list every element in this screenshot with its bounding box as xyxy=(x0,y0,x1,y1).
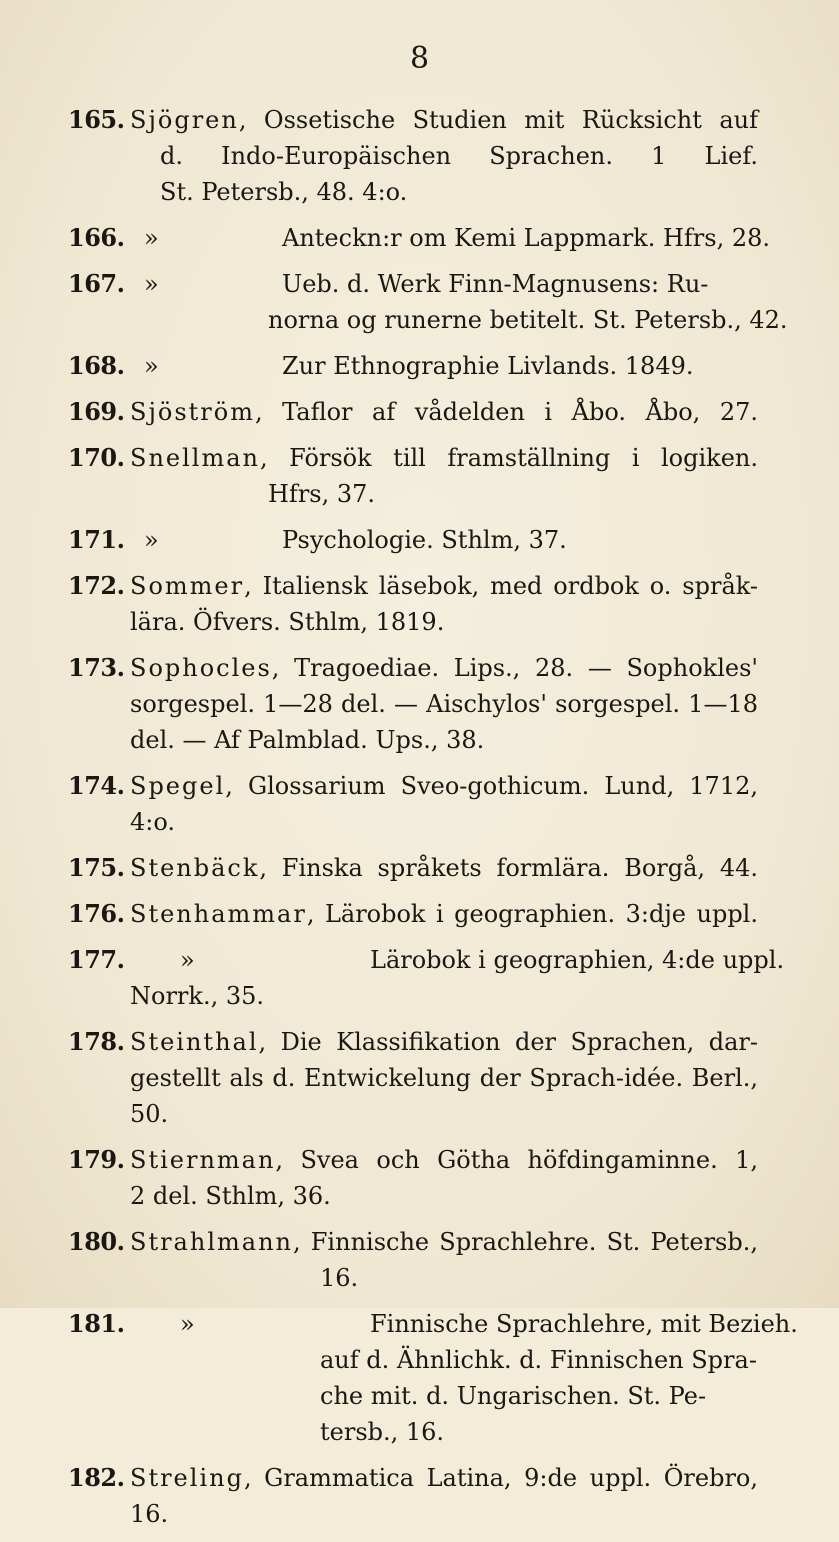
entry-line: Sommer, Italiensk läsebok, med ordbok o. språk- xyxy=(130,572,758,600)
bibliography-entry xyxy=(68,440,758,512)
bibliography-entry xyxy=(68,850,758,886)
entry-number: 177. xyxy=(68,945,125,974)
entry-line: Lärobok i geographien, 4:de uppl. xyxy=(370,946,785,974)
entry-line: lära. Öfvers. Sthlm, 1819. xyxy=(130,608,445,636)
entry-line: Stiernman, Svea och Götha höfdingaminne. 1, xyxy=(130,1146,758,1174)
entry-line: norna og runerne betitelt. St. Petersb., 42. xyxy=(268,306,788,334)
ditto-mark: » xyxy=(144,526,159,554)
entry-line: gestellt als d. Entwickelung der Sprach-idée. Berl., xyxy=(130,1064,758,1092)
entry-number: 176. xyxy=(68,899,125,928)
bibliography-entry xyxy=(68,102,758,210)
ditto-mark: » xyxy=(180,1310,195,1338)
entry-number: 168. xyxy=(68,351,125,380)
bibliography-entry xyxy=(68,568,758,640)
author-name: Strahlmann xyxy=(130,1228,293,1256)
bibliography-entry xyxy=(68,1460,758,1532)
author-name: Steinthal xyxy=(130,1028,259,1056)
entry-line: auf d. Ähnlichk. d. Finnischen Spra- xyxy=(320,1346,757,1374)
bibliography-entry xyxy=(68,1306,798,1450)
entry-line: Hfrs, 37. xyxy=(268,480,376,508)
author-name: Sommer xyxy=(130,572,245,600)
entry-line: Strahlmann, Finnische Sprachlehre. St. Petersb., xyxy=(130,1228,758,1256)
entry-number: 169. xyxy=(68,397,125,426)
bibliography-entry xyxy=(68,768,758,840)
ditto-mark: » xyxy=(180,946,195,974)
entry-line: 50. xyxy=(130,1100,169,1128)
author-name: Spegel xyxy=(130,772,226,800)
entry-number: 175. xyxy=(68,853,125,882)
entry-line: Zur Ethnographie Livlands. 1849. xyxy=(282,352,694,380)
bibliography-entry xyxy=(68,1142,758,1214)
bibliography-entry xyxy=(68,348,758,384)
bibliography-entry xyxy=(68,394,758,430)
bibliography-list xyxy=(68,102,798,1542)
author-name: Snellman xyxy=(130,444,260,472)
entry-line: Finnische Sprachlehre, mit Bezieh. xyxy=(370,1310,798,1338)
bibliography-entry xyxy=(68,522,758,558)
entry-line: tersb., 16. xyxy=(320,1418,445,1446)
author-name: Stenbäck xyxy=(130,854,260,882)
entry-line: Norrk., 35. xyxy=(130,982,264,1010)
author-name: Streling xyxy=(130,1464,244,1492)
bibliography-entry xyxy=(68,896,758,932)
entry-number: 165. xyxy=(68,105,125,134)
bibliography-entry xyxy=(68,1024,758,1132)
author-name: Sjöström xyxy=(130,398,255,426)
author-name: Stenhammar xyxy=(130,900,307,928)
bibliography-entry xyxy=(68,220,770,256)
entry-number: 181. xyxy=(68,1309,125,1338)
entry-line: 16. xyxy=(320,1264,359,1292)
entry-number: 170. xyxy=(68,443,125,472)
entry-number: 174. xyxy=(68,771,125,800)
entry-number: 179. xyxy=(68,1145,125,1174)
entry-line: Stenhammar, Lärobok i geographien. 3:dje uppl. xyxy=(130,900,758,928)
entry-line: Anteckn:r om Kemi Lappmark. Hfrs, 28. xyxy=(282,224,770,252)
entry-number: 182. xyxy=(68,1463,125,1492)
entry-line: Sjöström, Taflor af vådelden i Åbo. Åbo, 27. xyxy=(130,398,758,426)
entry-line: sorgespel. 1—28 del. — Aischylos' sorgespel. 1—18 xyxy=(130,690,758,718)
entry-line: Snellman, Försök till framställning i logiken. xyxy=(130,444,758,472)
entry-number: 180. xyxy=(68,1227,125,1256)
ditto-mark: » xyxy=(144,352,159,380)
page-number: 8 xyxy=(409,41,430,76)
entry-line: Sjögren, Ossetische Studien mit Rücksicht auf xyxy=(130,106,758,134)
entry-number: 173. xyxy=(68,653,125,682)
entry-number: 171. xyxy=(68,525,125,554)
entry-line: Sophocles, Tragoediae. Lips., 28. — Sophokles' xyxy=(130,654,758,682)
entry-line: Stenbäck, Finska språkets formlära. Borgå, 44. xyxy=(130,854,758,882)
entry-number: 167. xyxy=(68,269,125,298)
entry-line: St. Petersb., 48. 4:o. xyxy=(160,178,408,206)
author-name: Sjögren xyxy=(130,106,239,134)
entry-number: 178. xyxy=(68,1027,125,1056)
bibliography-entry xyxy=(68,266,788,338)
entry-line: Steinthal, Die Klassifikation der Sprachen, dar- xyxy=(130,1028,758,1056)
ditto-mark: » xyxy=(144,224,159,252)
entry-line: che mit. d. Ungarischen. St. Pe- xyxy=(320,1382,707,1410)
author-name: Sophocles xyxy=(130,654,272,682)
bibliography-entry xyxy=(68,1224,758,1296)
entry-line: Ueb. d. Werk Finn-Magnusens: Ru- xyxy=(282,270,709,298)
bibliography-entry xyxy=(68,942,785,1014)
entry-line: Psychologie. Sthlm, 37. xyxy=(282,526,567,554)
author-name: Stiernman xyxy=(130,1146,276,1174)
ditto-mark: » xyxy=(144,270,159,298)
entry-line: Spegel, Glossarium Sveo-gothicum. Lund, 1712, 4:o. xyxy=(130,772,758,836)
entry-line: d. Indo-Europäischen Sprachen. 1 Lief. xyxy=(160,142,758,170)
entry-number: 166. xyxy=(68,223,125,252)
entry-line: del. — Af Palmblad. Ups., 38. xyxy=(130,726,485,754)
entry-line: 2 del. Sthlm, 36. xyxy=(130,1182,331,1210)
entry-number: 172. xyxy=(68,571,125,600)
entry-line: Streling, Grammatica Latina, 9:de uppl. Örebro, 16. xyxy=(130,1464,758,1528)
bibliography-entry xyxy=(68,650,758,758)
